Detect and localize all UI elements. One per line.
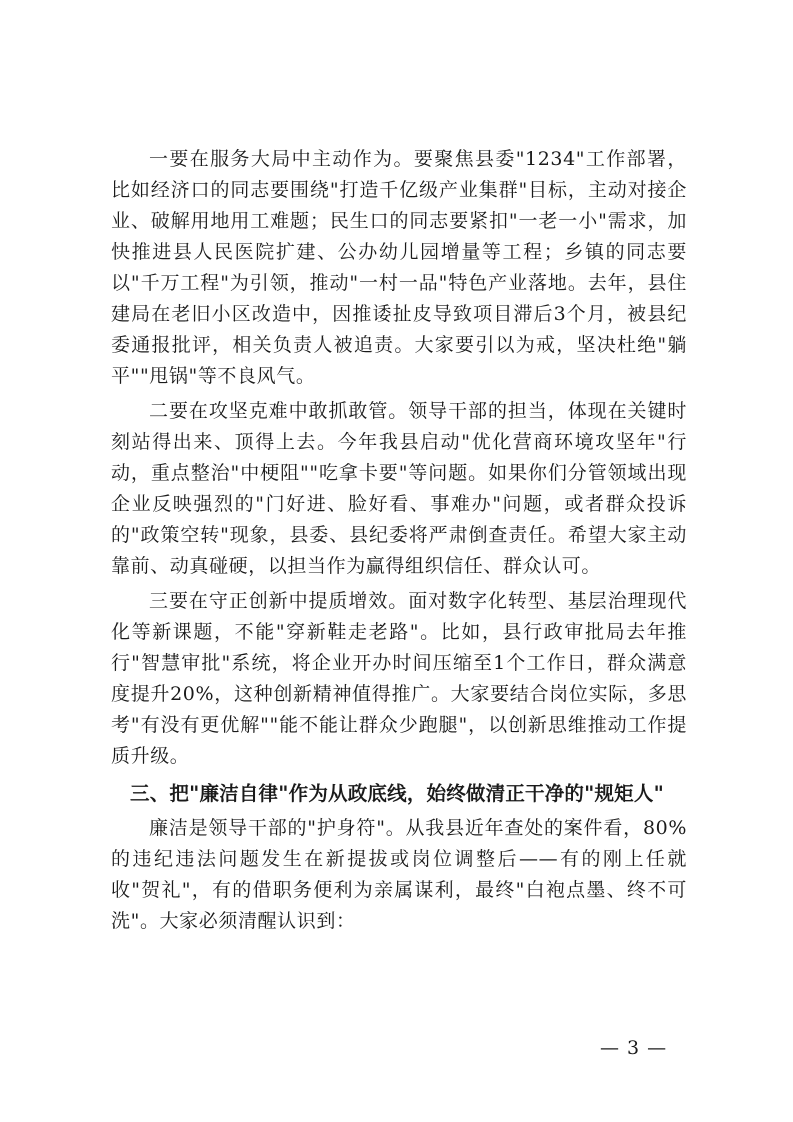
paragraph-integrity: 廉洁是领导干部的"护身符"。从我县近年查处的案件看，80%的违纪违法问题发生在新提拔或岗位调整后——有的刚上任就收"贺礼"，有的借职务便利为亲属谋利，最终"白袍点墨、终不可洗"。大家必须清醒认识到：: [111, 817, 687, 932]
page-number: — 3 —: [600, 1037, 668, 1059]
paragraph-tackle-difficulties: 二要在攻坚克难中敢抓敢管。领导干部的担当，体现在关键时刻站得出来、顶得上去。今年我县启动"优化营商环境攻坚年"行动，重点整治"中梗阻""吃拿卡要"等问题。如果你们分管领域出现企业反映强烈的"门好进、脸好看、事难办"问题，或者群众投诉的"政策空转"现象，县委、县纪委将严肃倒查责任。希望大家主动靠前、动真碰硬，以担当作为赢得组织信任、群众认可。: [111, 400, 687, 577]
paragraph-innovation: 三要在守正创新中提质增效。面对数字化转型、基层治理现代化等新课题，不能"穿新鞋走老路"。比如，县行政审批局去年推行"智慧审批"系统，将企业开办时间压缩至1个工作日，群众满意度提升20%，这种创新精神值得推广。大家要结合岗位实际，多思考"有没有更优解""能不能让群众少跑腿"，以创新思维推动工作提质升级。: [111, 590, 687, 767]
document-body: [111, 144, 687, 941]
paragraph-serve-overall: 一要在服务大局中主动作为。要聚焦县委"1234"工作部署，比如经济口的同志要围绕"打造千亿级产业集群"目标，主动对接企业、破解用地用工难题；民生口的同志要紧扣"一老一小"需求，加快推进县人民医院扩建、公办幼儿园增量等工程；乡镇的同志要以"千万工程"为引领，推动"一村一品"特色产业落地。去年，县住建局在老旧小区改造中，因推诿扯皮导致项目滞后3个月，被县纪委通报批评，相关负责人被追责。大家要引以为戒，坚决杜绝"躺平""甩锅"等不良风气。: [111, 148, 687, 387]
section-heading-integrity: 三、把"廉洁自律"作为从政底线，始终做清正干净的"规矩人": [130, 782, 664, 805]
